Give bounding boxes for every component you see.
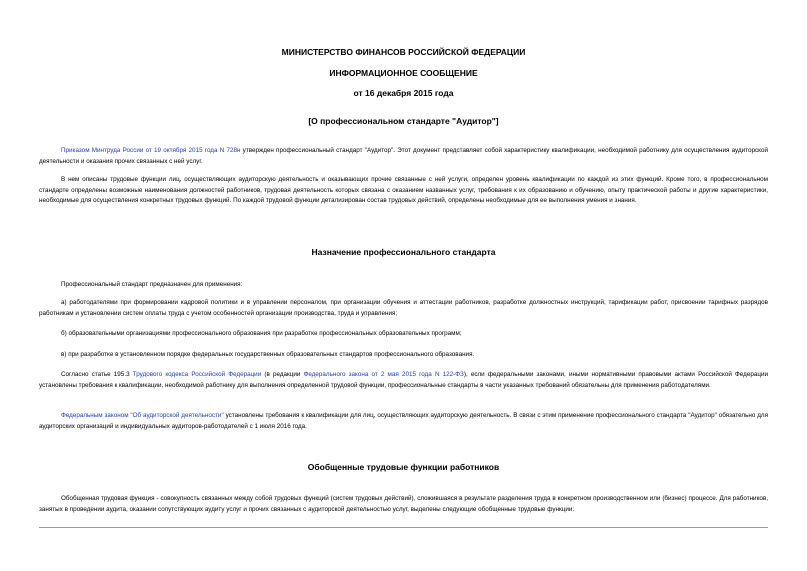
section-heading-purpose: Назначение профессионального стандарта <box>311 247 496 257</box>
purpose-item-a: а) работодателями при формировании кадровой политики и в управлении персоналом, при организации обучения и аттестации работников, разработке должностных инструкций, тарификации работ, присвоении тарифных разрядов работникам и установлении систем оплаты труда с учетом особенностей организации производства, труда и управления; <box>39 299 768 317</box>
document-date: от 16 декабря 2015 года <box>353 88 454 98</box>
intro-paragraph-2: В нем описаны трудовые функции лиц, осуществляющих аудиторскую деятельность и оказывающих прочие связанные с ней услуги, определен уровень квалификации по каждой из этих функций. Кроме того, в профессиональном стандарте определены возможные наименования должностей работников, трудовая деятельность которых связана с оказанием названных услуг, требования к их образованию и обучению, опыту практической работы и другие характеристики, необходимые для осуществления конкретных трудовых функций. По каждой трудовой функции детализирован состав трудовых действий, определены необходимые для ее выполнения умения и знания. <box>39 176 768 204</box>
order-link[interactable]: Приказом Минтруда России от 19 октября 2015 года N 728н <box>61 147 241 154</box>
intro-paragraph-1-text: утвержден профессиональный стандарт "Аудитор". Этот документ представляет собой характеристику квалификации, необходимой работнику для осуществления аудиторской деятельности и оказания прочих связанных с ней услуг. <box>39 147 768 165</box>
audit-law-text: установлены требования к квалификации для лиц, осуществляющих аудиторскую деятельность. В связи с этим применение профессионального стандарта "Аудитор" обязательно для аудиторских организаций и индивидуальных аудиторов-работодателей с 1 июля 2016 года. <box>39 412 768 430</box>
labor-code-link[interactable]: Трудового кодекса Российской Федерации <box>132 371 262 378</box>
audit-law-link[interactable]: Федеральным законом "Об аудиторской деятельности" <box>61 412 224 419</box>
labor-code-text-start: Согласно статье 195.3 <box>61 371 133 378</box>
purpose-item-c: в) при разработке в установленном порядке федеральных государственных образовательных стандартов профессионального образования. <box>61 351 475 358</box>
page-divider <box>39 527 768 528</box>
purpose-item-b: б) образовательными организациями профессионального образования при разработке профессиональных образовательных программ; <box>61 330 462 337</box>
labor-code-paragraph <box>39 370 768 391</box>
labor-code-text-mid: (в редакции <box>261 371 304 378</box>
ministry-title: МИНИСТЕРСТВО ФИНАНСОВ РОССИЙСКОЙ ФЕДЕРАЦИИ <box>281 47 526 57</box>
document-subject: [О профессиональном стандарте "Аудитор"] <box>308 116 499 126</box>
document-type: ИНФОРМАЦИОННОЕ СООБЩЕНИЕ <box>329 68 478 78</box>
labor-code-text-end: ), если федеральными законами, иными нормативными правовыми актами Российской Федерации установлены требования к квалификации, необходимой работнику для выполнения определенной трудовой функции, профессиональные стандарты в части указанных требований обязательны для применения работодателями. <box>39 371 768 389</box>
functions-paragraph: Обобщенная трудовая функция - совокупность связанных между собой трудовых функций (систем трудовых действий), сложившаяся в результате разделения труда в конкретном производственном или (бизнес) процессе. Для работников, занятых в проведении аудита, оказании сопутствующих аудиту услуг и прочих связанных с аудиторской деятельностью услуг, выделены следующие обобщенные трудовые функции: <box>39 495 768 513</box>
audit-law-paragraph <box>39 411 768 432</box>
intro-paragraph-1 <box>39 146 768 167</box>
federal-law-122-link[interactable]: Федерального закона от 2 мая 2015 года N 122-ФЗ <box>303 371 464 378</box>
purpose-intro: Профессиональный стандарт предназначен для применения: <box>61 281 243 288</box>
section-heading-functions: Обобщенные трудовые функции работников <box>307 462 500 472</box>
